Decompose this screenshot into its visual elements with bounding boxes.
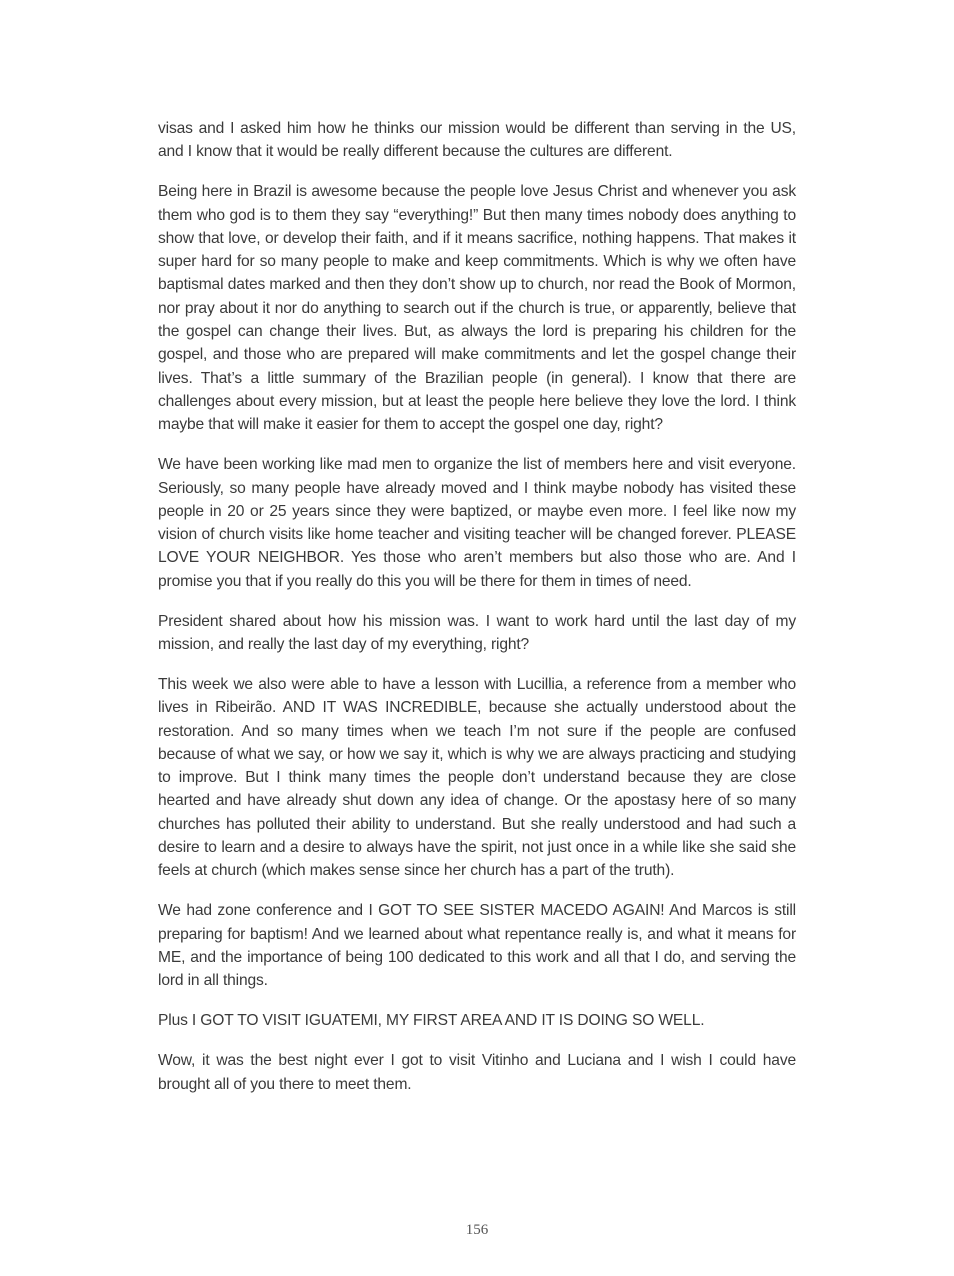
page-number: 156 xyxy=(465,1222,489,1238)
paragraph-visas: visas and I asked him how he thinks our mission would be different than serving in the US, and I know that it would be really different because the cultures are different. xyxy=(158,120,796,161)
paragraph-member-list: We have been working like mad men to organize the list of members here and visit everyone. Seriously, so many people have already moved and I think maybe nobody has visited these people in 20 or 25 years since they were baptized, or maybe even more. I feel like now my vision of church visits like home teacher and visiting teacher will be changed forever. PLEASE LOVE YOUR NEIGHBOR. Yes those who aren’t members but also those who are. And I promise you that if you really do this you will be there for them in times of need. xyxy=(158,456,796,590)
paragraph-president: President shared about how his mission was. I want to work hard until the last day of my mission, and really the last day of my everything, right? xyxy=(158,612,796,653)
paragraph-iguatemi: Plus I GOT TO VISIT IGUATEMI, MY FIRST AREA AND IT IS DOING SO WELL. xyxy=(158,1012,705,1030)
paragraph-brazil-people: Being here in Brazil is awesome because the people love Jesus Christ and whenever you ask them who god is to them they say “everything!” But then many times nobody does anything to show that love, or develop their faith, and if it means sacrifice, nothing happens. That makes it super hard for so many people to make and keep commitments. Which is why we often have baptismal dates marked and then they don’t show up to church, nor read the Book of Mormon, nor pray about it nor do anything to search out if the church is true, or apparently, believe that the gospel can change their lives. But, as always the lord is preparing his children for the gospel, and those who are prepared will make commitments and let the gospel change their lives. That’s a little summary of the Brazilian people (in general). I know that there are challenges about every mission, but at least the people here believe they love the lord. I think maybe that will make it easier for them to accept the gospel one day, right? xyxy=(158,183,796,434)
paragraph-lucillia: This week we also were able to have a lesson with Lucillia, a reference from a member who lives in Ribeirão. AND IT WAS INCREDIBLE, because she actually understood about the restoration. And so many times when we teach I’m not sure if the people are confused because of what we say, or how we say it, which is why we are always practicing and studying to improve. But I think many times the people don’t understand because they are close hearted and have already shut down any idea of change. Or the apostasy here of so many churches has polluted their ability to understand. But she really understood and had such a desire to learn and a desire to always have the spirit, not just once in a while like she said she feels at church (which makes sense since her church has a part of the truth). xyxy=(158,675,796,880)
paragraph-vitinho-luciana: Wow, it was the best night ever I got to visit Vitinho and Luciana and I wish I could have brought all of you there to meet them. xyxy=(158,1052,796,1093)
body-text xyxy=(158,117,796,1112)
paragraph-zone-conference: We had zone conference and I GOT TO SEE SISTER MACEDO AGAIN! And Marcos is still preparing for baptism! And we learned about what repentance really is, and what it means for ME, and the importance of being 100 dedicated to this work and all that I do, and serving the lord in all things. xyxy=(158,902,796,990)
